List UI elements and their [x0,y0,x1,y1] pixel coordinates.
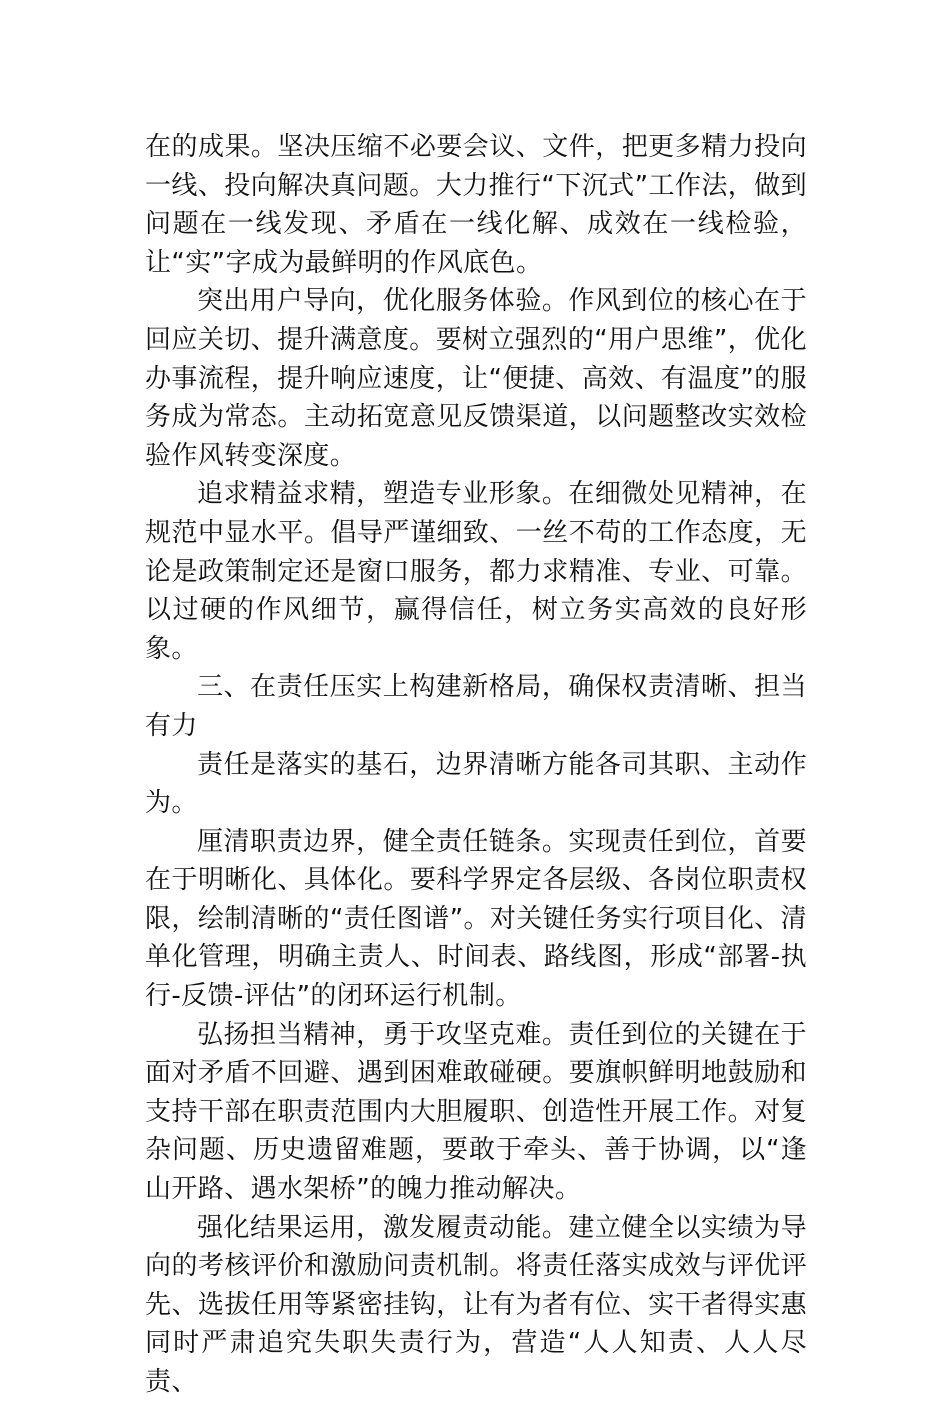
paragraph-continuation: 在的成果。坚决压缩不必要会议、文件，把更多精力投向一线、投向解决真问题。大力推行“下沉式”工作法，做到问题在一线发现、矛盾在一线化解、成效在一线检验，让“实”字成为最鲜明的作风底色。 [145,132,807,278]
paragraph-user-orientation: 突出用户导向，优化服务体验。作风到位的核心在于回应关切、提升满意度。要树立强烈的“用户思维”，优化办事流程，提升响应速度，让“便捷、高效、有温度”的服务成为常态。主动拓宽意见反馈渠道，以问题整改实效检验作风转变深度。 [145,286,807,471]
paragraph-excellence: 追求精益求精，塑造专业形象。在细微处见精神，在规范中显水平。倡导严谨细致、一丝不苟的工作态度，无论是政策制定还是窗口服务，都力求精准、专业、可靠。以过硬的作风细节，赢得信任，树立务实高效的良好形象。 [145,479,807,664]
paragraph-clarify-duties: 厘清职责边界，健全责任链条。实现责任到位，首要在于明晰化、具体化。要科学界定各层级、各岗位职责权限，绘制清晰的“责任图谱”。对关键任务实行项目化、清单化管理，明确主责人、时间表、路线图，形成“部署-执行-反馈-评估”的闭环运行机制。 [145,826,807,1012]
paragraph-responsibility-spirit: 弘扬担当精神，勇于攻坚克难。责任到位的关键在于面对矛盾不回避、遇到困难敢碰硬。要旗帜鲜明地鼓励和支持干部在职责范围内大胆履职、创造性开展工作。对复杂问题、历史遗留难题，要敢于牵头、善于协调，以“逢山开路、遇水架桥”的魄力推动解决。 [145,1019,807,1205]
section-heading-three: 三、在责任压实上构建新格局，确保权责清晰、担当有力 [145,672,807,741]
paragraph-results-application: 强化结果运用，激发履责动能。建立健全以实绩为导向的考核评价和激励问责机制。将责任落实成效与评优评先、选拔任用等紧密挂钩，让有为者有位、实干者得实惠同时严肃追究失职失责行为，营造“人人知责、人人尽责、 [145,1212,807,1397]
document-body [145,128,807,1402]
paragraph-responsibility-intro: 责任是落实的基石，边界清晰方能各司其职、主动作为。 [145,749,807,819]
